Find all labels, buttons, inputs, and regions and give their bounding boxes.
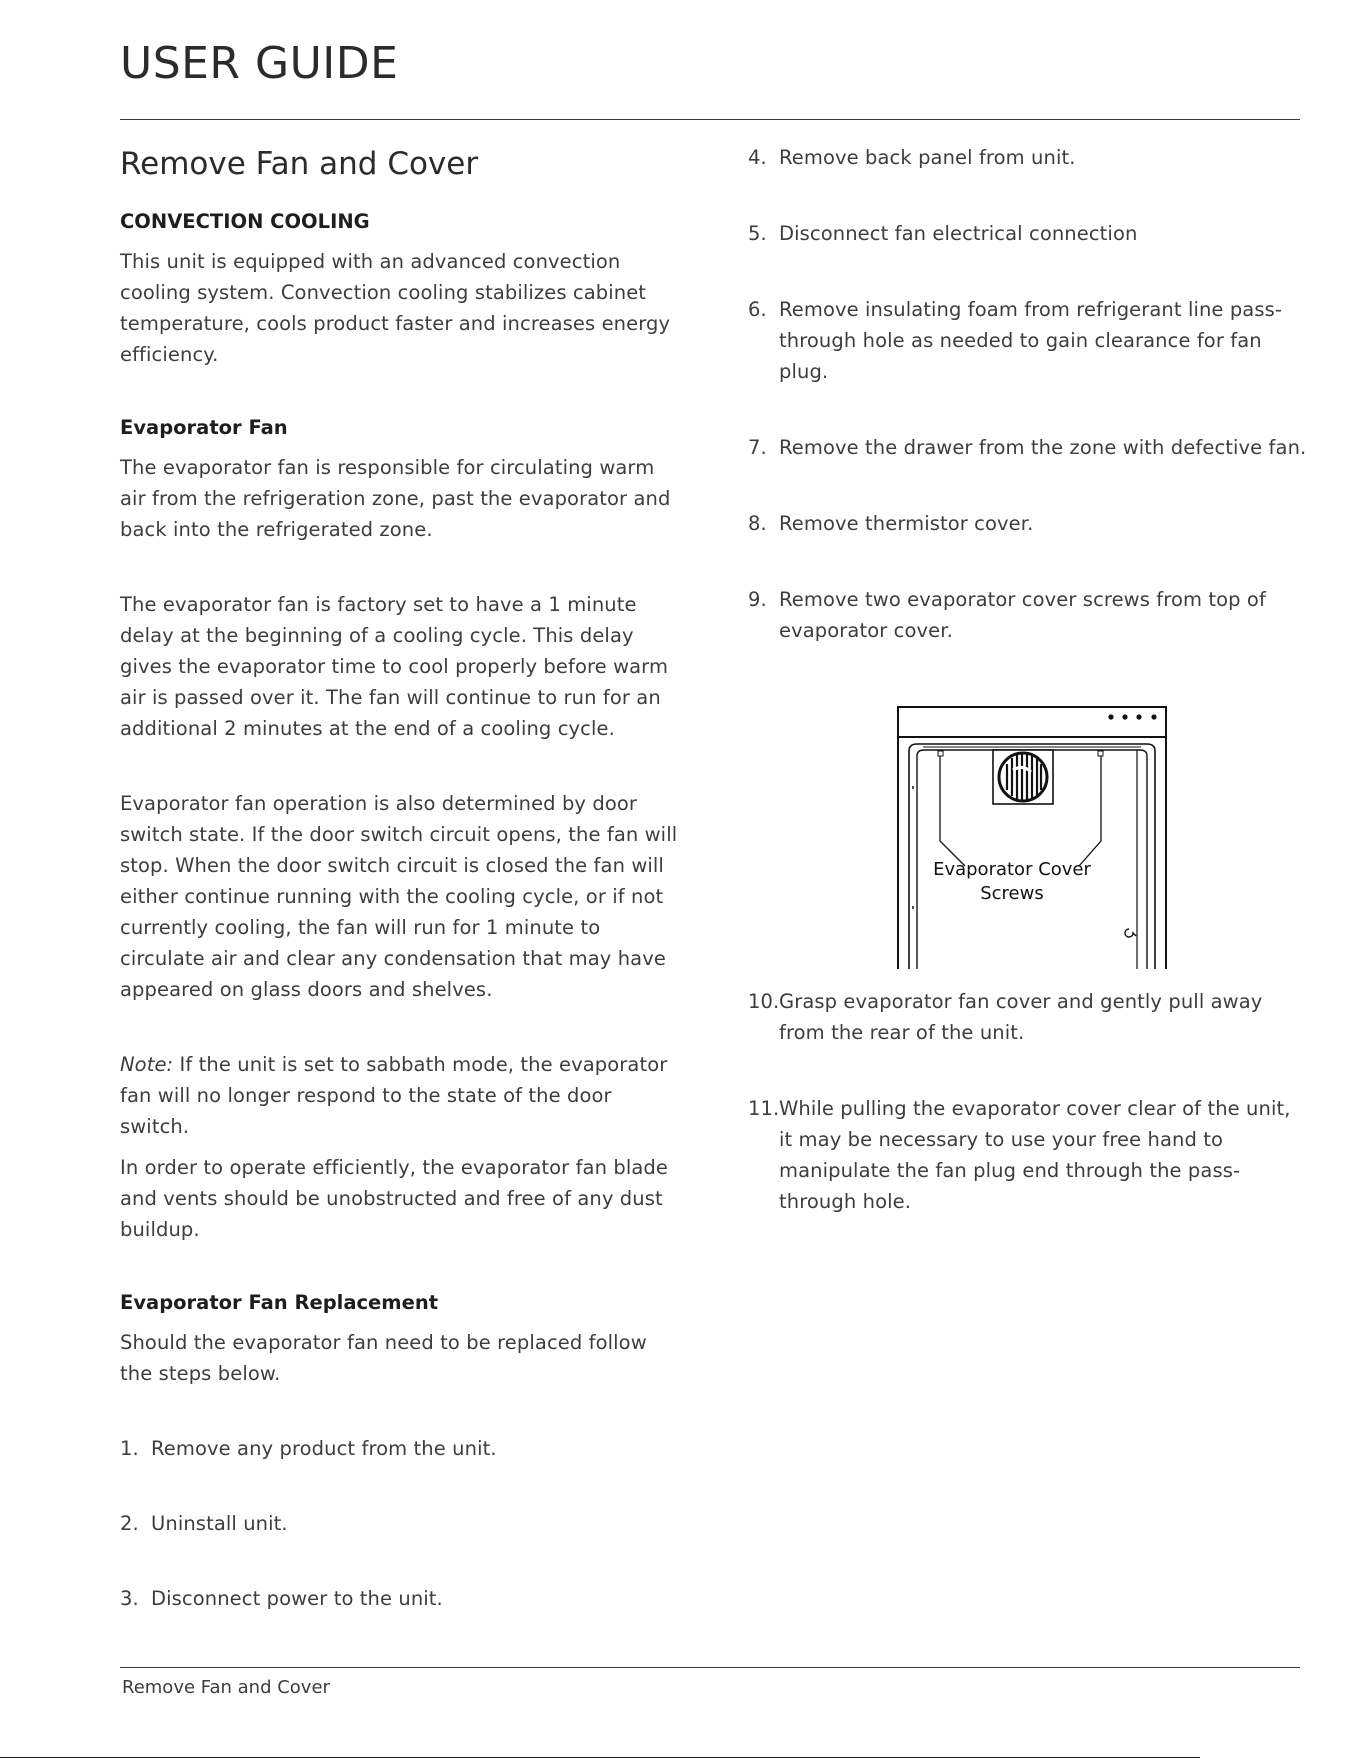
right-column xyxy=(748,142,1308,691)
page-footer: Remove Fan and Cover xyxy=(122,1677,330,1698)
evaporator-cover-diagram xyxy=(897,706,1169,969)
steps-list-right-top xyxy=(748,142,1308,646)
list-item: 10. Grasp evaporator fan cover and gently pull away from the rear of the unit. xyxy=(748,990,1263,1044)
right-column-lower xyxy=(748,986,1308,1262)
evaporator-fan-paragraph-1: The evaporator fan is responsible for circulating warm air from the refrigeration zone, past the evaporator and back into the refrigerated zone. xyxy=(120,456,671,541)
footer-divider xyxy=(120,1667,1300,1668)
list-item: 6. Remove insulating foam from refrigerant line pass-through hole as needed to gain clearance for fan plug. xyxy=(748,298,1283,383)
evaporator-fan-paragraph-3: Evaporator fan operation is also determined by door switch state. If the door switch circuit opens, the fan will stop. When the door switch circuit is closed the fan will either continue running with the cooling cycle, or if not currently cooling, the fan will run for 1 minute to circulate air and clear any condensation that may have appeared on glass doors and shelves. xyxy=(120,792,678,1001)
convection-heading: CONVECTION COOLING xyxy=(120,210,370,233)
page-header xyxy=(120,38,398,90)
section-title: Remove Fan and Cover xyxy=(120,146,479,182)
list-item: 8. Remove thermistor cover. xyxy=(748,512,1034,535)
evaporator-fan-paragraph-4: In order to operate efficiently, the evaporator fan blade and vents should be unobstructed and free of any dust buildup. xyxy=(120,1156,668,1241)
note-label: Note: xyxy=(120,1053,174,1076)
replacement-intro: Should the evaporator fan need to be replaced follow the steps below. xyxy=(120,1331,647,1385)
list-item: 9. Remove two evaporator cover screws from top of evaporator cover. xyxy=(748,588,1266,642)
evaporator-fan-heading: Evaporator Fan xyxy=(120,416,288,439)
header-divider xyxy=(120,119,1300,120)
list-item: 2. Uninstall unit. xyxy=(120,1512,288,1535)
steps-list-right-bottom xyxy=(748,986,1308,1217)
steps-list-left xyxy=(120,1433,680,1614)
page-edge-line xyxy=(0,1757,1200,1758)
cabinet-illustration xyxy=(897,706,1169,969)
list-item: 11. While pulling the evaporator cover clear of the unit, it may be necessary to use your free hand to manipulate the fan plug end through the pass-through hole. xyxy=(748,1097,1291,1213)
list-item: 7. Remove the drawer from the zone with defective fan. xyxy=(748,436,1307,459)
left-column xyxy=(120,142,680,1658)
figure-caption: Evaporator Cover Screws xyxy=(933,859,1091,904)
evaporator-fan-paragraph-2: The evaporator fan is factory set to have a 1 minute delay at the beginning of a cooling cycle. This delay gives the evaporator time to cool properly before warm air is passed over it. The fan will continue to run for an additional 2 minutes at the end of a cooling cycle. xyxy=(120,593,669,740)
list-item: 1. Remove any product from the unit. xyxy=(120,1437,497,1460)
list-item: 3. Disconnect power to the unit. xyxy=(120,1587,443,1610)
document-title: USER GUIDE xyxy=(120,38,399,89)
list-item: 5. Disconnect fan electrical connection xyxy=(748,222,1138,245)
sabbath-note xyxy=(120,1049,680,1142)
list-item: 4. Remove back panel from unit. xyxy=(748,146,1076,169)
note-text: If the unit is set to sabbath mode, the evaporator fan will no longer respond to the state of the door switch. xyxy=(120,1053,668,1138)
convection-paragraph: This unit is equipped with an advanced convection cooling system. Convection cooling stabilizes cabinet temperature, cools product faster and increases energy efficiency. xyxy=(120,250,671,366)
replacement-heading: Evaporator Fan Replacement xyxy=(120,1291,439,1314)
